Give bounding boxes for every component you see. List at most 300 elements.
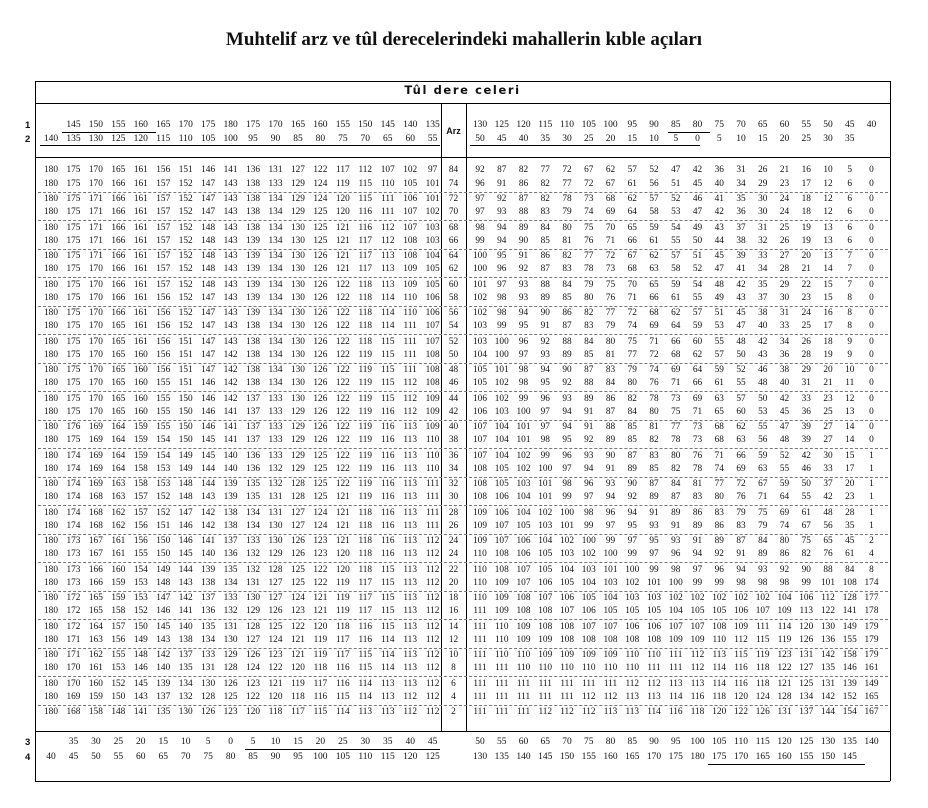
angle-cell: 96 (714, 564, 724, 575)
angle-cell: 1 (869, 520, 874, 531)
angle-cell: 82 (801, 549, 811, 560)
table-row (38, 291, 888, 305)
angle-cell: 138 (246, 378, 261, 389)
angle-cell: 122 (335, 435, 350, 446)
angle-cell: 116 (358, 207, 373, 218)
angle-cell: 71 (692, 406, 703, 417)
angle-cell: 113 (625, 691, 640, 702)
angle-cell: 147 (201, 321, 216, 332)
footer-cell: 150 (820, 752, 836, 762)
angle-cell: 170 (88, 264, 103, 275)
angle-cell: 67 (801, 520, 811, 531)
angle-cell: 143 (223, 235, 238, 246)
header-cell: 65 (758, 120, 768, 130)
angle-cell: 68 (671, 349, 681, 360)
angle-cell: 90 (540, 308, 550, 318)
angle-cell: 23 (845, 492, 855, 503)
angle-cell: 69 (779, 507, 790, 518)
table-row (38, 705, 888, 720)
angle-cell: 58 (671, 264, 681, 275)
angle-cell: 86 (692, 507, 703, 518)
angle-cell: 175 (66, 435, 81, 446)
angle-cell: 76 (605, 292, 616, 303)
angle-cell: 103 (647, 593, 661, 603)
angle-cell: 164 (111, 435, 126, 446)
header-cell: 90 (649, 120, 659, 130)
angle-cell: 81 (649, 422, 659, 432)
angle-cell: 132 (223, 606, 238, 617)
header-cell: 90 (270, 134, 281, 144)
angle-cell: 77 (584, 251, 594, 261)
header-cell: 10 (736, 134, 746, 144)
angle-cell: 61 (801, 507, 811, 518)
angle-cell: 165 (864, 691, 879, 702)
angle-cell: 109 (494, 593, 509, 603)
angle-cell: 121 (335, 264, 350, 275)
angle-cell: 102 (668, 593, 683, 603)
angle-cell: 110 (603, 663, 618, 674)
angle-cell: 136 (246, 164, 261, 175)
angle-cell: 65 (823, 536, 833, 546)
angle-cell: 179 (864, 634, 879, 645)
angle-cell: 110 (425, 450, 440, 461)
angle-cell: 99 (627, 549, 637, 560)
angle-cell: 137 (799, 707, 814, 717)
angle-cell: 112 (425, 536, 440, 546)
angle-cell: 23 (779, 178, 790, 189)
angle-cell: 84 (758, 536, 768, 546)
angle-cell: 100 (668, 577, 683, 588)
header-divider (35, 157, 890, 158)
angle-cell: 93 (605, 479, 616, 489)
angle-cell: 169 (88, 450, 103, 461)
angle-cell: 104 (603, 593, 618, 603)
angle-cell: 83 (584, 321, 594, 332)
angle-cell: 154 (133, 564, 148, 575)
angle-cell: 112 (603, 691, 618, 702)
header-cell: 40 (866, 120, 877, 130)
angle-cell: 156 (133, 536, 148, 546)
angle-cell: 142 (223, 349, 238, 360)
angle-cell: 97 (649, 549, 659, 560)
angle-cell: 42 (692, 164, 703, 175)
angle-cell: 127 (799, 663, 814, 674)
angle-cell: 88 (605, 422, 616, 432)
angle-cell: 177 (864, 593, 879, 603)
angle-cell: 128 (290, 479, 305, 489)
angle-cell: 157 (111, 621, 126, 632)
angle-cell: 42 (801, 450, 811, 461)
angle-cell: 111 (560, 691, 574, 702)
angle-cell: 122 (335, 422, 350, 432)
angle-cell: 125 (313, 207, 328, 218)
angle-cell: 127 (268, 593, 283, 603)
angle-cell: 97 (584, 492, 594, 503)
header-cell: 20 (779, 134, 790, 144)
angle-cell: 118 (336, 621, 350, 632)
header-underline (62, 132, 156, 133)
angle-cell: 165 (111, 393, 126, 404)
header-cell: 85 (671, 120, 681, 130)
angle-cell: 91 (605, 463, 616, 474)
angle-cell: 114 (336, 707, 350, 717)
angle-cell: 131 (799, 650, 814, 660)
latitude-cell: 26 (448, 520, 459, 531)
angle-cell: 133 (268, 450, 283, 461)
angle-cell: 171 (66, 634, 81, 645)
angle-cell: 142 (201, 520, 216, 531)
angle-cell: 55 (736, 378, 746, 389)
angle-cell: 131 (821, 678, 835, 689)
angle-cell: 113 (403, 564, 417, 575)
angle-cell: 166 (111, 235, 126, 246)
angle-cell: 0 (869, 308, 874, 318)
angle-cell: 98 (518, 378, 529, 389)
angle-cell: 68 (605, 194, 616, 204)
angle-cell: 49 (714, 292, 724, 303)
angle-cell: 134 (799, 691, 814, 702)
angle-cell: 130 (290, 365, 305, 375)
angle-cell: 180 (44, 393, 58, 404)
angle-cell: 102 (690, 593, 705, 603)
angle-cell: 9 (847, 336, 853, 347)
angle-cell: 113 (712, 650, 727, 660)
footer-cell: 165 (625, 752, 640, 762)
angle-cell: 89 (518, 222, 529, 233)
angle-cell: 87 (649, 479, 659, 489)
header-cell: 95 (248, 134, 258, 144)
angle-cell: 111 (516, 691, 531, 702)
angle-cell: 111 (473, 634, 487, 645)
angle-cell: 113 (403, 479, 417, 489)
angle-cell: 119 (358, 463, 373, 474)
angle-cell: 104 (516, 492, 531, 503)
angle-cell: 66 (736, 450, 746, 461)
angle-cell: 110 (712, 634, 727, 645)
angle-cell: 101 (425, 178, 440, 189)
angle-cell: 1 (869, 450, 874, 461)
angle-cell: 175 (66, 251, 81, 261)
angle-cell: 149 (178, 463, 193, 474)
angle-cell: 73 (584, 194, 594, 204)
angle-cell: 101 (473, 279, 487, 290)
angle-cell: 82 (649, 435, 659, 446)
angle-cell: 180 (44, 406, 58, 417)
angle-cell: 61 (649, 235, 659, 246)
angle-cell: 79 (736, 507, 746, 518)
angle-cell: 112 (425, 691, 440, 702)
angle-cell: 130 (178, 707, 193, 717)
angle-cell: 66 (649, 292, 659, 303)
angle-cell: 170 (88, 308, 103, 318)
angle-cell: 17 (801, 178, 811, 189)
angle-cell: 133 (268, 435, 283, 446)
angle-cell: 79 (627, 365, 637, 375)
angle-cell: 99 (497, 321, 507, 332)
angle-cell: 102 (516, 450, 531, 461)
angle-cell: 54 (692, 279, 703, 290)
angle-cell: 118 (755, 663, 770, 674)
angle-cell: 87 (497, 164, 507, 175)
angle-cell: 152 (133, 606, 148, 617)
angle-cell: 79 (605, 321, 616, 332)
angle-cell: 135 (178, 663, 193, 674)
angle-cell: 94 (692, 549, 703, 560)
angle-cell: 112 (403, 707, 417, 717)
angle-cell: 69 (736, 463, 746, 474)
footer-cell: 30 (91, 737, 101, 747)
angle-cell: 170 (88, 321, 103, 332)
angle-cell: 16 (801, 164, 811, 175)
header-cell: 75 (714, 120, 724, 130)
table-row (38, 690, 888, 704)
angle-cell: 113 (403, 536, 417, 546)
angle-cell: 171 (88, 222, 103, 233)
angle-cell: 49 (692, 222, 703, 233)
angle-cell: 146 (178, 520, 193, 531)
latitude-cell: 14 (448, 621, 459, 632)
header-cell: 5 (716, 134, 722, 144)
angle-cell: 90 (518, 235, 529, 246)
angle-cell: 100 (494, 349, 509, 360)
angle-cell: 103 (473, 321, 487, 332)
angle-cell: 106 (647, 621, 661, 632)
angle-cell: 129 (290, 207, 305, 218)
angle-cell: 97 (497, 279, 507, 290)
angle-cell: 114 (712, 678, 727, 689)
angle-cell: 122 (335, 378, 350, 389)
angle-cell: 132 (178, 691, 193, 702)
angle-cell: 130 (268, 520, 283, 531)
angle-cell: 180 (44, 378, 58, 389)
angle-cell: 87 (518, 194, 529, 204)
angle-cell: 113 (403, 492, 417, 503)
footer-cell: 0 (228, 737, 233, 747)
angle-cell: 168 (88, 507, 103, 518)
angle-cell: 24 (801, 308, 811, 318)
angle-cell: 152 (178, 321, 193, 332)
angle-cell: 98 (475, 222, 485, 233)
header-cell: 25 (801, 134, 811, 144)
angle-cell: 156 (156, 164, 171, 175)
angle-cell: 127 (246, 634, 261, 645)
angle-cell: 113 (603, 707, 618, 717)
angle-cell: 97 (692, 564, 703, 575)
header-cell: 125 (494, 120, 509, 130)
angle-cell: 99 (649, 564, 659, 575)
angle-cell: 170 (66, 678, 81, 689)
angle-cell: 87 (584, 365, 594, 375)
angle-cell: 107 (473, 450, 487, 461)
angle-cell: 125 (313, 222, 328, 233)
angle-cell: 55 (692, 292, 703, 303)
angle-cell: 66 (671, 336, 681, 347)
angle-cell: 103 (560, 549, 574, 560)
angle-cell: 129 (290, 406, 305, 417)
angle-cell: 113 (403, 450, 417, 461)
angle-cell: 124 (755, 691, 770, 702)
angle-cell: 118 (313, 663, 328, 674)
angle-cell: 110 (581, 663, 596, 674)
angle-cell: 130 (290, 349, 305, 360)
angle-cell: 86 (605, 393, 616, 404)
angle-cell: 156 (156, 349, 171, 360)
angle-cell: 20 (801, 251, 811, 261)
angle-cell: 97 (475, 194, 485, 204)
angle-cell: 91 (649, 507, 659, 518)
angle-cell: 158 (133, 479, 148, 489)
angle-cell: 169 (88, 422, 103, 432)
angle-cell: 124 (290, 593, 305, 603)
angle-cell: 176 (66, 422, 81, 432)
angle-cell: 79 (758, 520, 768, 531)
angle-cell: 92 (497, 194, 507, 204)
table-row (38, 548, 888, 562)
angle-cell: 179 (864, 621, 879, 632)
angle-cell: 110 (494, 621, 509, 632)
angle-cell: 113 (690, 678, 705, 689)
angle-cell: 126 (799, 634, 814, 645)
angle-cell: 84 (671, 479, 681, 489)
angle-cell: 113 (403, 663, 417, 674)
angle-cell: 103 (494, 406, 509, 417)
angle-cell: 151 (178, 336, 193, 347)
header-cell: 135 (425, 120, 440, 130)
angle-cell: 134 (268, 378, 283, 389)
angle-cell: 122 (335, 393, 350, 404)
footer-cell: 105 (335, 752, 350, 762)
angle-cell: 157 (156, 178, 171, 189)
angle-cell: 152 (178, 292, 193, 303)
angle-cell: 157 (133, 492, 148, 503)
angle-cell: 92 (714, 549, 724, 560)
angle-cell: 168 (88, 492, 103, 503)
angle-cell: 45 (845, 536, 855, 546)
angle-cell: 0 (869, 321, 874, 332)
angle-cell: 112 (625, 678, 640, 689)
angle-cell: 130 (290, 308, 305, 318)
table-row (38, 591, 888, 606)
angle-cell: 29 (758, 178, 768, 189)
footer-cell: 100 (690, 737, 705, 747)
footer-cell: 95 (293, 752, 303, 762)
angle-cell: 46 (692, 194, 703, 204)
angle-cell: 110 (425, 435, 440, 446)
angle-cell: 118 (755, 678, 770, 689)
angle-cell: 170 (66, 663, 81, 674)
angle-cell: 108 (425, 349, 440, 360)
angle-cell: 126 (313, 308, 328, 318)
angle-cell: 101 (538, 492, 553, 503)
angle-cell: 169 (66, 691, 81, 702)
angle-cell: 89 (584, 393, 594, 404)
angle-cell: 103 (581, 564, 596, 575)
angle-cell: 134 (268, 336, 283, 347)
angle-cell: 66 (692, 378, 703, 389)
angle-cell: 113 (403, 435, 417, 446)
angle-cell: 180 (44, 650, 58, 660)
angle-cell: 21 (823, 378, 833, 389)
angle-cell: 28 (801, 349, 811, 360)
angle-cell: 71 (714, 450, 724, 461)
angle-cell: 117 (358, 606, 373, 617)
angle-cell: 116 (380, 463, 395, 474)
angle-cell: 110 (380, 178, 395, 189)
angle-cell: 85 (627, 422, 637, 432)
angle-cell: 175 (66, 264, 81, 275)
angle-cell: 93 (497, 207, 507, 218)
angle-cell: 112 (425, 634, 440, 645)
table-row (38, 619, 888, 634)
angle-cell: 35 (758, 279, 768, 290)
angle-cell: 112 (403, 406, 417, 417)
header-cell: 170 (268, 120, 283, 130)
angle-cell: 112 (425, 564, 440, 575)
header-cell: 155 (335, 120, 350, 130)
table-row (38, 391, 888, 406)
angle-cell: 134 (246, 507, 261, 518)
angle-cell: 113 (799, 606, 814, 617)
angle-cell: 117 (358, 251, 373, 261)
angle-cell: 106 (581, 606, 596, 617)
angle-cell: 149 (133, 634, 148, 645)
angle-cell: 114 (647, 707, 661, 717)
angle-cell: 137 (246, 406, 261, 417)
angle-cell: 111 (669, 650, 683, 660)
angle-cell: 120 (335, 207, 350, 218)
angle-cell: 166 (111, 194, 126, 204)
angle-cell: 136 (201, 606, 216, 617)
angle-cell: 112 (581, 691, 596, 702)
angle-cell: 111 (381, 207, 395, 218)
latitude-cell: 68 (448, 222, 459, 233)
angle-cell: 152 (111, 678, 126, 689)
angle-cell: 171 (66, 650, 81, 660)
angle-cell: 110 (403, 308, 417, 318)
angle-cell: 166 (88, 564, 103, 575)
angle-cell: 104 (538, 536, 553, 546)
angle-cell: 106 (516, 549, 531, 560)
angle-cell: 134 (268, 207, 283, 218)
latitude-cell: 40 (448, 422, 459, 432)
angle-cell: 56 (823, 520, 833, 531)
header-cell: 60 (405, 134, 415, 144)
angle-cell: 133 (246, 536, 261, 546)
angle-cell: 140 (178, 621, 193, 632)
angle-cell: 133 (201, 650, 216, 660)
angle-cell: 114 (380, 663, 395, 674)
angle-cell: 158 (88, 707, 103, 717)
angle-cell: 123 (268, 650, 283, 660)
angle-cell: 57 (649, 194, 659, 204)
angle-cell: 142 (223, 393, 238, 404)
latitude-cell: 30 (448, 492, 459, 503)
angle-cell: 118 (358, 336, 373, 347)
angle-cell: 116 (358, 634, 373, 645)
angle-cell: 137 (201, 593, 216, 603)
angle-cell: 82 (540, 178, 550, 189)
angle-cell: 37 (823, 479, 833, 489)
angle-cell: 82 (627, 393, 637, 404)
footer-cell: 50 (91, 752, 101, 762)
header-cell: 140 (43, 134, 59, 144)
angle-cell: 161 (133, 292, 148, 303)
angle-cell: 117 (358, 235, 373, 246)
angle-cell: 78 (562, 194, 572, 204)
angle-cell: 33 (823, 463, 833, 474)
angle-cell: 147 (178, 507, 193, 518)
angle-cell: 95 (497, 251, 507, 261)
